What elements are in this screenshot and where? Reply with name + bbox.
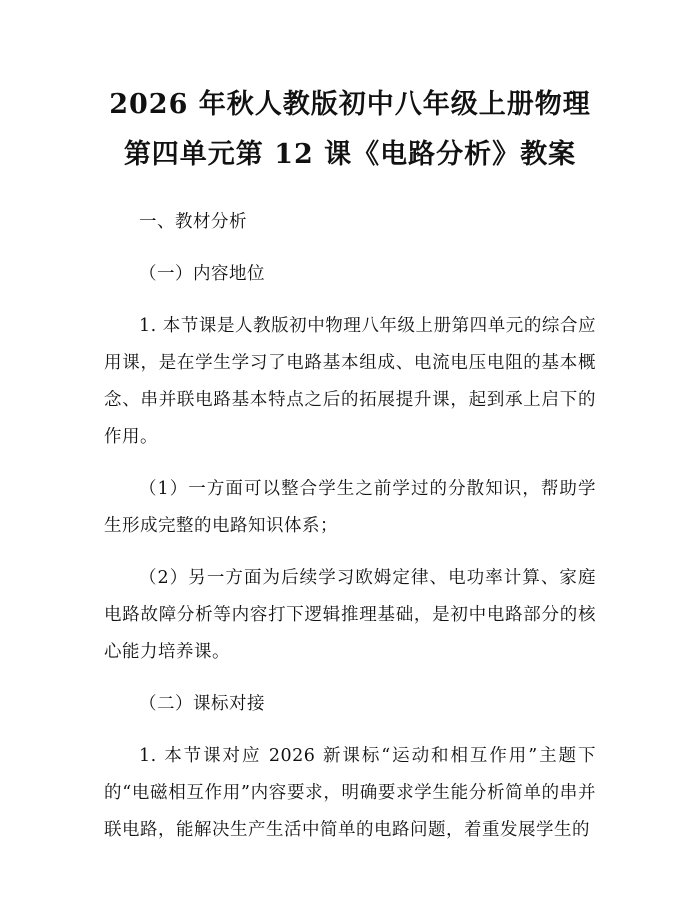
subsection-heading-curriculum-standard: （二）课标对接 bbox=[139, 694, 265, 714]
paragraph-lesson-position: 1. 本节课是人教版初中物理八年级上册第四单元的综合应用课，是在学生学习了电路基本组成、电流电压电阻的基本概念、串并联电路基本特点之后的拓展提升课，起到承上启下的作用。 bbox=[104, 316, 596, 447]
paragraph-point-1: （1）一方面可以整合学生之前学过的分散知识，帮助学生形成完整的电路知识体系； bbox=[104, 479, 596, 536]
section-heading-textbook-analysis: 一、教材分析 bbox=[139, 212, 247, 232]
subsection-heading-content-position: （一）内容地位 bbox=[139, 264, 265, 284]
document-title: 2026 年秋人教版初中八年级上册物理第四单元第 12 课《电路分析》教案 bbox=[109, 89, 591, 170]
paragraph-curriculum-standard: 1. 本节课对应 2026 新课标“运动和相互作用”主题下的“电磁相互作用”内容要求，明确要求学生能分析简单的串并联电路，能解决生产生活中简单的电路问题，着重发展学生的 bbox=[104, 746, 596, 840]
paragraph-point-2: （2）另一方面为后续学习欧姆定律、电功率计算、家庭电路故障分析等内容打下逻辑推理基础，是初中电路部分的核心能力培养课。 bbox=[104, 568, 596, 662]
